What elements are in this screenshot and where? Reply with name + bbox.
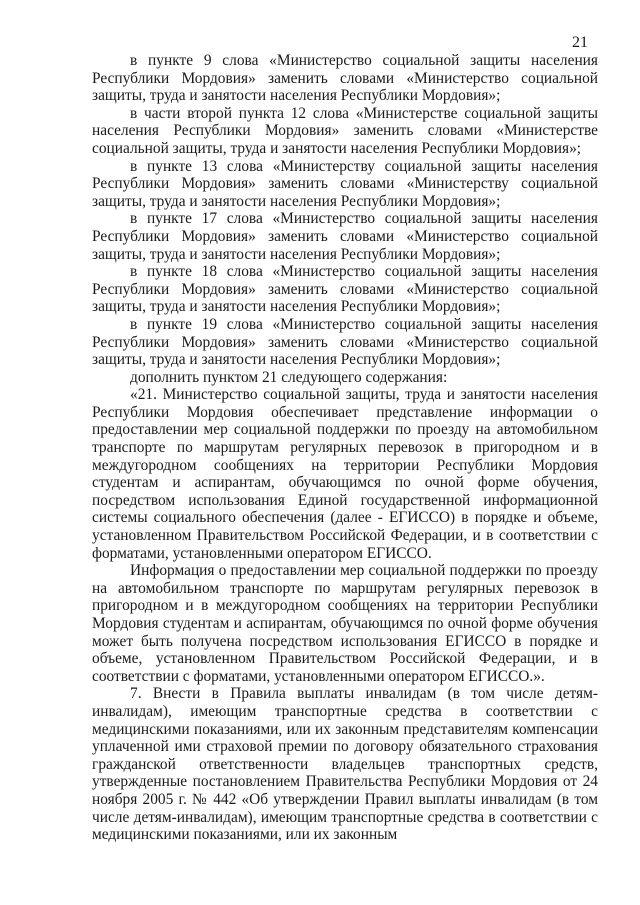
paragraph: в пункте 13 слова «Министерству социальной защиты населения Республики Мордовия» заменить словами «Министерству социальной защиты, труда и занятости населения Республики Мордовия»; (92, 157, 598, 210)
paragraph: 7. Внести в Правила выплаты инвалидам (в том числе детям-инвалидам), имеющим транспортные средства в соответствии с медицинскими показаниями, или их законным представителям компенсации уплаченной ими страховой премии по договору обязательного страхования гражданской ответственности владельцев транспортных средств, утвержденные постановлением Правительства Республики Мордовия от 24 ноября 2005 г. № 442 «Об утверждении Правил выплаты инвалидам (в том числе детям-инвалидам), имеющим транспортные средства в соответствии с медицинскими показаниями, или их законным (92, 685, 598, 844)
document-body (92, 52, 598, 844)
paragraph: в пункте 18 слова «Министерство социальной защиты населения Республики Мордовия» заменить словами «Министерство социальной защиты, труда и занятости населения Республики Мордовия»; (92, 263, 598, 316)
paragraph: в пункте 17 слова «Министерство социальной защиты населения Республики Мордовия» заменить словами «Министерство социальной защиты, труда и занятости населения Республики Мордовия»; (92, 210, 598, 263)
paragraph: Информация о предоставлении мер социальной поддержки по проезду на автомобильном транспорте по маршрутам регулярных перевозок в пригородном и в междугородном сообщениях на территории Республики Мордовия студентам и аспирантам, обучающимся по очной форме обучения может быть получена посредством использования ЕГИССО в порядке и объеме, установленном Правительством Российской Федерации, и в соответствии с форматами, установленными оператором ЕГИССО.». (92, 562, 598, 685)
paragraph: дополнить пунктом 21 следующего содержания: (130, 368, 448, 386)
page-number: 21 (572, 34, 588, 51)
paragraph: в пункте 9 слова «Министерство социальной защиты населения Республики Мордовия» заменить словами «Министерство социальной защиты, труда и занятости населения Республики Мордовия»; (92, 52, 598, 105)
paragraph: в пункте 19 слова «Министерство социальной защиты населения Республики Мордовия» заменить словами «Министерство социальной защиты, труда и занятости населения Республики Мордовия»; (92, 315, 598, 369)
paragraph: «21. Министерство социальной защиты, труда и занятости населения Республики Мордовия обеспечивает представление информации о предоставлении мер социальной поддержки по проезду на автомобильном транспорте по маршрутам регулярных перевозок в пригородном и в междугородном сообщениях на территории Республики Мордовия студентам и аспирантам, обучающимся по очной форме обучения, посредством использования Единой государственной информационной системы социального обеспечения (далее - ЕГИССО) в порядке и объеме, установленном Правительством Российской Федерации, и в соответствии с форматами, установленными оператором ЕГИССО. (92, 386, 598, 562)
paragraph: в части второй пункта 12 слова «Министерстве социальной защиты населения Республики Мордовия» заменить словами «Министерстве социальной защиты, труда и занятости населения Республики Мордовия»; (92, 104, 598, 157)
